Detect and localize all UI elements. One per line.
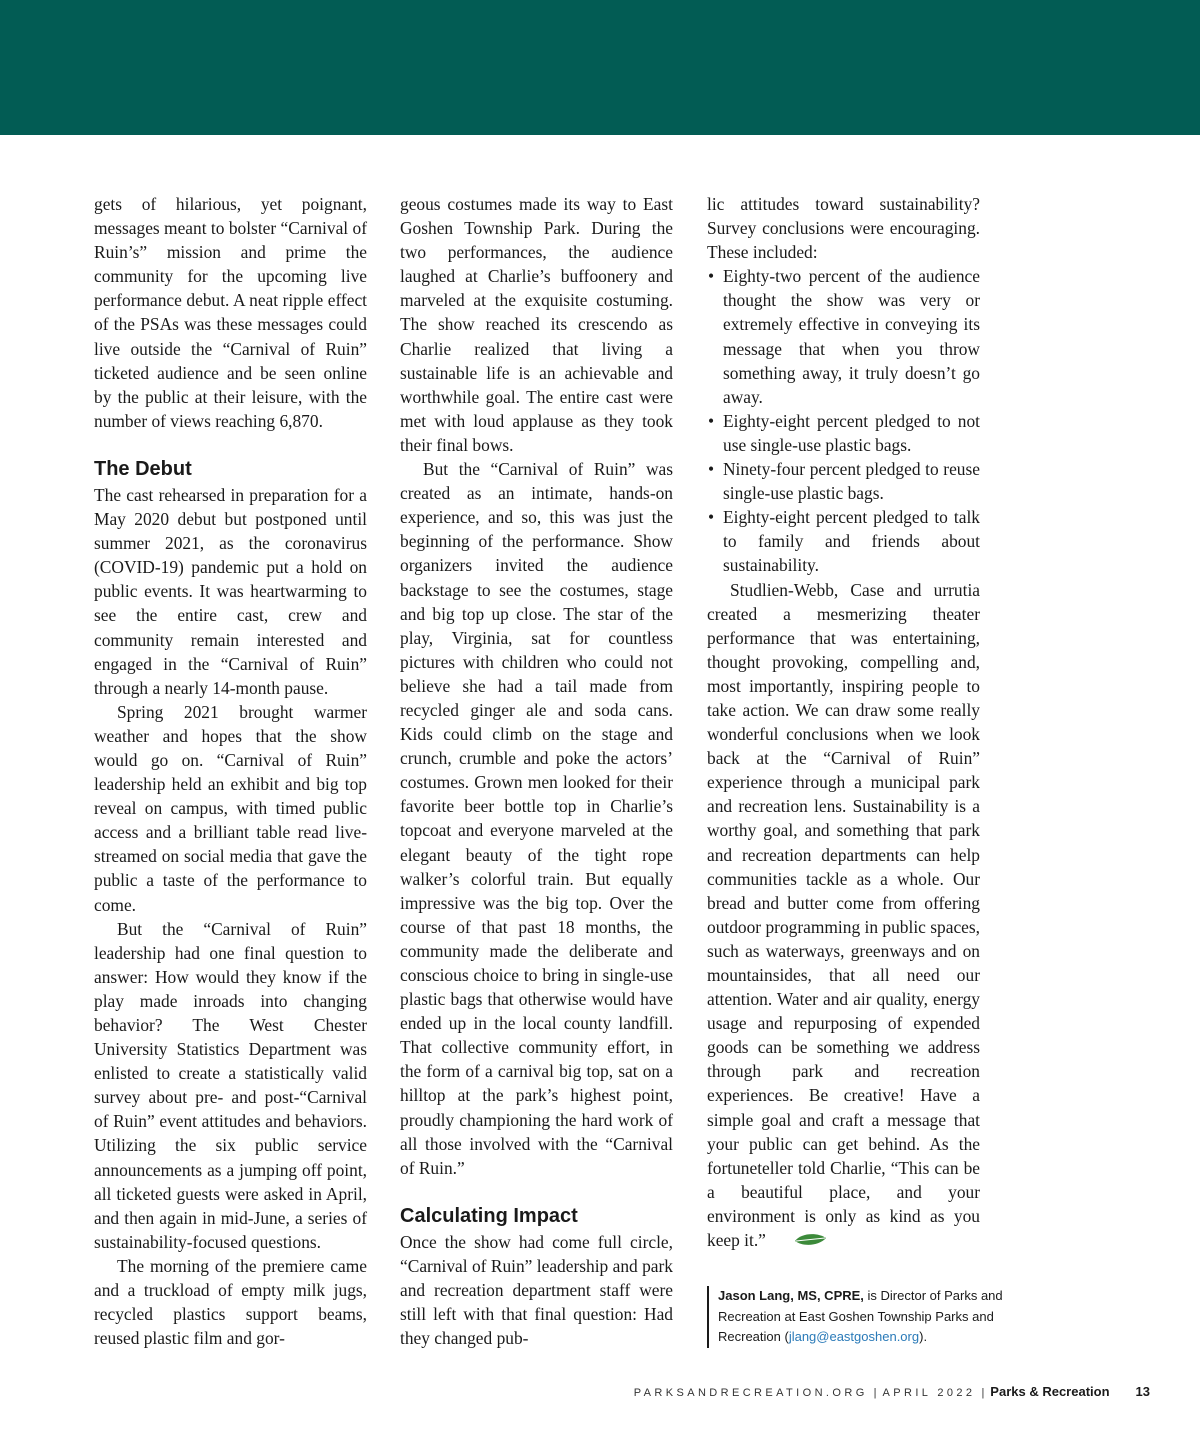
list-item: • Eighty-eight percent pledged to talk to family and friends about sustainability. — [707, 505, 980, 577]
column-1 — [94, 192, 367, 1350]
col2-paragraph-1: geous costumes made its way to East Goshen Township Park. During the two performances, the audience laughed at Charlie’s buffoonery and marveled at the exquisite costuming. The show reached its crescendo as Charlie realized that living a sustainable life is an achievable and worthwhile goal. The entire cast were met with loud applause as they took their final bows. — [400, 194, 673, 455]
section-heading-calculating-impact: Calculating Impact — [400, 1204, 578, 1227]
col1-paragraph-2: The cast rehearsed in preparation for a May 2020 debut but postponed until summer 2021, as the coronavirus (COVID-19) pandemic put a hold on public events. It was heartwarming to see the entire cast, crew and community remain interested and engaged in the “Carnival of Ruin” through a nearly 14-month pause. — [94, 484, 367, 698]
col1-paragraph-5: The morning of the premiere came and a truckload of empty milk jugs, recycled plastics support beams, reused plastic film and gor- — [94, 1255, 367, 1349]
col1-paragraph-4: But the “Carnival of Ruin” leadership had one final question to answer: How would they know if the play made inroads into changing behavior? The West Chester University Statistics Department was enlisted to create a statistically valid survey about pre- and post-“Carnival of Ruin” event attitudes and behaviors. Utilizing the six public service announcements as a jumping off point, all ticketed guests were asked in April, and then again in mid-June, a series of sustainability-focused questions. — [94, 918, 367, 1252]
footer-magazine-title: Parks & Recreation — [990, 1384, 1110, 1399]
author-bio-text: is Director of Parks and Recreation at East Goshen Township Parks and Recreation ( — [718, 1288, 1003, 1344]
page-footer — [634, 1384, 1150, 1399]
col1-paragraph-1: gets of hilarious, yet poignant, messages meant to bolster “Carnival of Ruin’s” mission and prime the community for the upcoming live performance debut. A neat ripple effect of the PSAs was these messages could live outside the “Carnival of Ruin” ticketed audience and be seen online by the public at their leisure, with the number of views reaching 6,870. — [94, 194, 367, 431]
list-item: • Eighty-eight percent pledged to not use single-use plastic bags. — [707, 409, 980, 457]
column-3 — [707, 192, 980, 1254]
col2-paragraph-3: Once the show had come full circle, “Carnival of Ruin” leadership and park and recreation department staff were still left with that final question: Had they changed pub- — [400, 1231, 673, 1349]
page-number: 13 — [1135, 1384, 1150, 1399]
survey-results-list — [707, 264, 980, 577]
column-2 — [400, 192, 673, 1350]
col1-paragraph-3: Spring 2021 brought warmer weather and hopes that the show would go on. “Carnival of Ruin” leadership held an exhibit and big top reveal on campus, with timed public access and a brilliant table read live-streamed on social media that gave the public a taste of the performance to come. — [94, 701, 367, 915]
footer-website: PARKSANDRECREATION.ORG — [633, 1387, 868, 1399]
list-item: • Eighty-two percent of the audience thought the show was very or extremely effective in conveying its message that when you throw something away, it truly doesn’t go away. — [707, 264, 980, 409]
col2-paragraph-2: But the “Carnival of Ruin” was created as an intimate, hands-on experience, and so, this was just the beginning of the performance. Show organizers invited the audience backstage to see the costumes, stage and big top up close. The star of the play, Virginia, sat for countless pictures with children who could not believe she had a tail made from recycled ginger ale and soda cans. Kids could climb on the stage and crunch, crumble and poke the actors’ costumes. Grown men looked for their favorite beer bottle top in Charlie’s topcoat and everyone marveled at the elegant beauty of the tight rope walker’s colorful train. But equally impressive was the big top. Over the course of that past 18 months, the community made the deliberate and conscious choice to bring in single-use plastic bags that otherwise would have ended up in the local county landfill. That collective community effort, in the form of a carnival big top, sat on a hilltop at the park’s highest point, proudly championing the hard work of all those involved with the “Carnival of Ruin.” — [400, 459, 673, 1178]
footer-issue-date: APRIL 2022 — [882, 1387, 976, 1399]
author-name: Jason Lang, MS, CPRE, — [718, 1288, 864, 1303]
author-bio-end: ). — [919, 1329, 928, 1344]
header-band — [0, 0, 1200, 135]
col3-paragraph-2-wrap — [707, 578, 980, 1255]
leaf-icon — [770, 1230, 827, 1254]
col3-paragraph-2: Studlien-Webb, Case and urrutia created a mesmerizing theater performance that was entertaining, thought provoking, compelling and, most importantly, inspiring people to take action. We can draw some really wonderful conclusions when we look back at the “Carnival of Ruin” experience through a municipal park and recreation lens. Sustainability is a worthy goal, and something that park and recreation departments can help communities tackle as a whole. Our bread and butter come from offering outdoor programming in public spaces, such as waterways, greenways and on mountainsides, that all need our attention. Water and air quality, energy usage and repurposing of expended goods can be something we address through park and recreation experiences. Be creative! Have a simple goal and craft a message that your public can get behind. As the fortuneteller told Charlie, “This can be a beautiful place, and your environment is only as kind as you keep it.” — [707, 579, 980, 1251]
section-heading-the-debut: The Debut — [94, 457, 192, 480]
author-email-link[interactable]: jlang@eastgoshen.org — [788, 1329, 920, 1344]
list-item: • Ninety-four percent pledged to reuse single-use plastic bags. — [707, 457, 980, 505]
footer-separator: | — [981, 1387, 985, 1399]
footer-separator: | — [873, 1387, 877, 1399]
author-bio — [707, 1286, 1048, 1348]
col3-paragraph-1: lic attitudes toward sustainability? Survey conclusions were encouraging. These included: — [707, 194, 980, 263]
